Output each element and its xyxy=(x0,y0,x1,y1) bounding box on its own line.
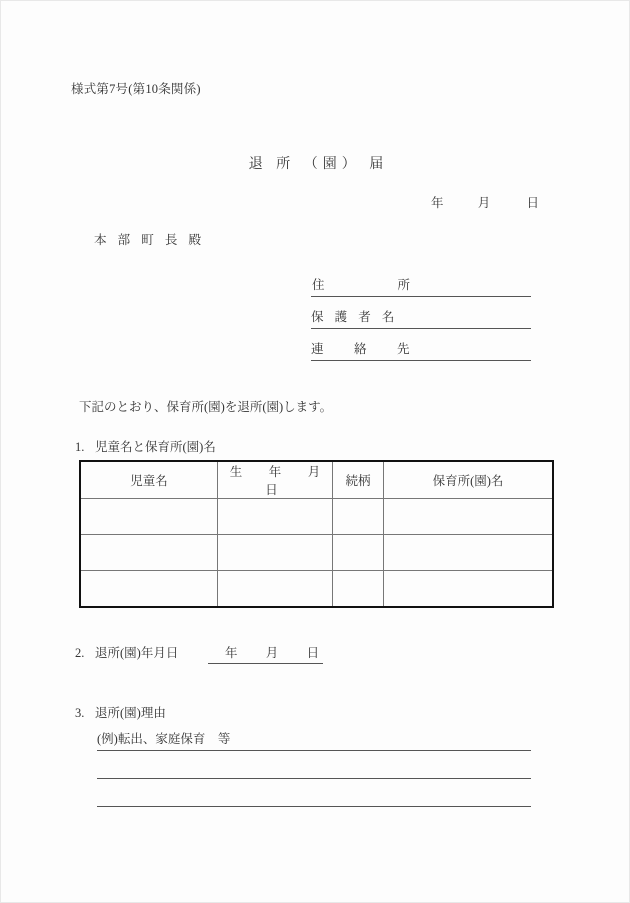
column-header-relationship: 続柄 xyxy=(333,461,384,499)
table-row xyxy=(80,571,553,608)
cell-relationship[interactable] xyxy=(333,499,384,535)
section-1-heading xyxy=(75,437,216,455)
address-field-row[interactable] xyxy=(311,271,531,297)
reason-example-text: (例)転出、家庭保育 等 xyxy=(97,732,231,746)
contact-field-row[interactable] xyxy=(311,335,531,361)
declaration-statement: 下記のとおり、保育所(園)を退所(園)します。 xyxy=(79,400,333,414)
guardian-name-field-row[interactable] xyxy=(311,303,531,329)
section-2-title: 退所(園)年月日 xyxy=(95,646,179,660)
cell-facility-name[interactable] xyxy=(384,535,554,571)
submission-year-label: 年 xyxy=(431,196,444,210)
cell-relationship[interactable] xyxy=(333,535,384,571)
cell-date-of-birth[interactable] xyxy=(218,499,333,535)
submission-day-label: 日 xyxy=(526,196,540,210)
withdrawal-month-label: 月 xyxy=(265,646,279,660)
submission-date-line xyxy=(431,193,539,211)
withdrawal-day-label: 日 xyxy=(306,646,320,660)
cell-facility-name[interactable] xyxy=(384,499,554,535)
column-header-date-of-birth: 生 年 月 日 xyxy=(218,461,333,499)
withdrawal-year-label: 年 xyxy=(225,646,238,660)
form-number: 様式第7号(第10条関係) xyxy=(71,82,201,96)
children-table xyxy=(79,460,554,608)
section-2-number: 2. xyxy=(75,646,85,660)
section-3-title: 退所(園)理由 xyxy=(95,706,166,720)
section-3-heading xyxy=(75,703,166,721)
cell-child-name[interactable] xyxy=(80,535,218,571)
reason-line-blank[interactable] xyxy=(97,751,531,779)
addressee: 本 部 町 長 殿 xyxy=(94,233,206,247)
contact-field-label: 連 絡 先 xyxy=(311,342,419,356)
table-header-row xyxy=(80,461,553,499)
section-3-number: 3. xyxy=(75,706,85,720)
cell-date-of-birth[interactable] xyxy=(218,571,333,608)
cell-facility-name[interactable] xyxy=(384,571,554,608)
reason-line-blank[interactable] xyxy=(97,779,531,807)
section-2-heading xyxy=(75,643,178,661)
cell-relationship[interactable] xyxy=(333,571,384,608)
address-field-label: 住 所 xyxy=(312,278,427,292)
page-title: 退 所 （園） 届 xyxy=(248,157,389,172)
cell-child-name[interactable] xyxy=(80,571,218,608)
cell-child-name[interactable] xyxy=(80,499,218,535)
section-1-number: 1. xyxy=(75,440,85,454)
guardian-name-field-label: 保 護 者 名 xyxy=(311,310,399,324)
reason-input-area xyxy=(97,723,531,807)
cell-date-of-birth[interactable] xyxy=(218,535,333,571)
withdrawal-date-field[interactable] xyxy=(208,643,323,664)
reason-line-example[interactable] xyxy=(97,723,531,751)
table-row xyxy=(80,499,553,535)
submission-month-label: 月 xyxy=(477,196,491,210)
section-1-title: 児童名と保育所(園)名 xyxy=(95,440,216,454)
column-header-facility-name: 保育所(園)名 xyxy=(384,461,554,499)
column-header-child-name: 児童名 xyxy=(80,461,218,499)
applicant-fields xyxy=(311,271,531,361)
table-row xyxy=(80,535,553,571)
